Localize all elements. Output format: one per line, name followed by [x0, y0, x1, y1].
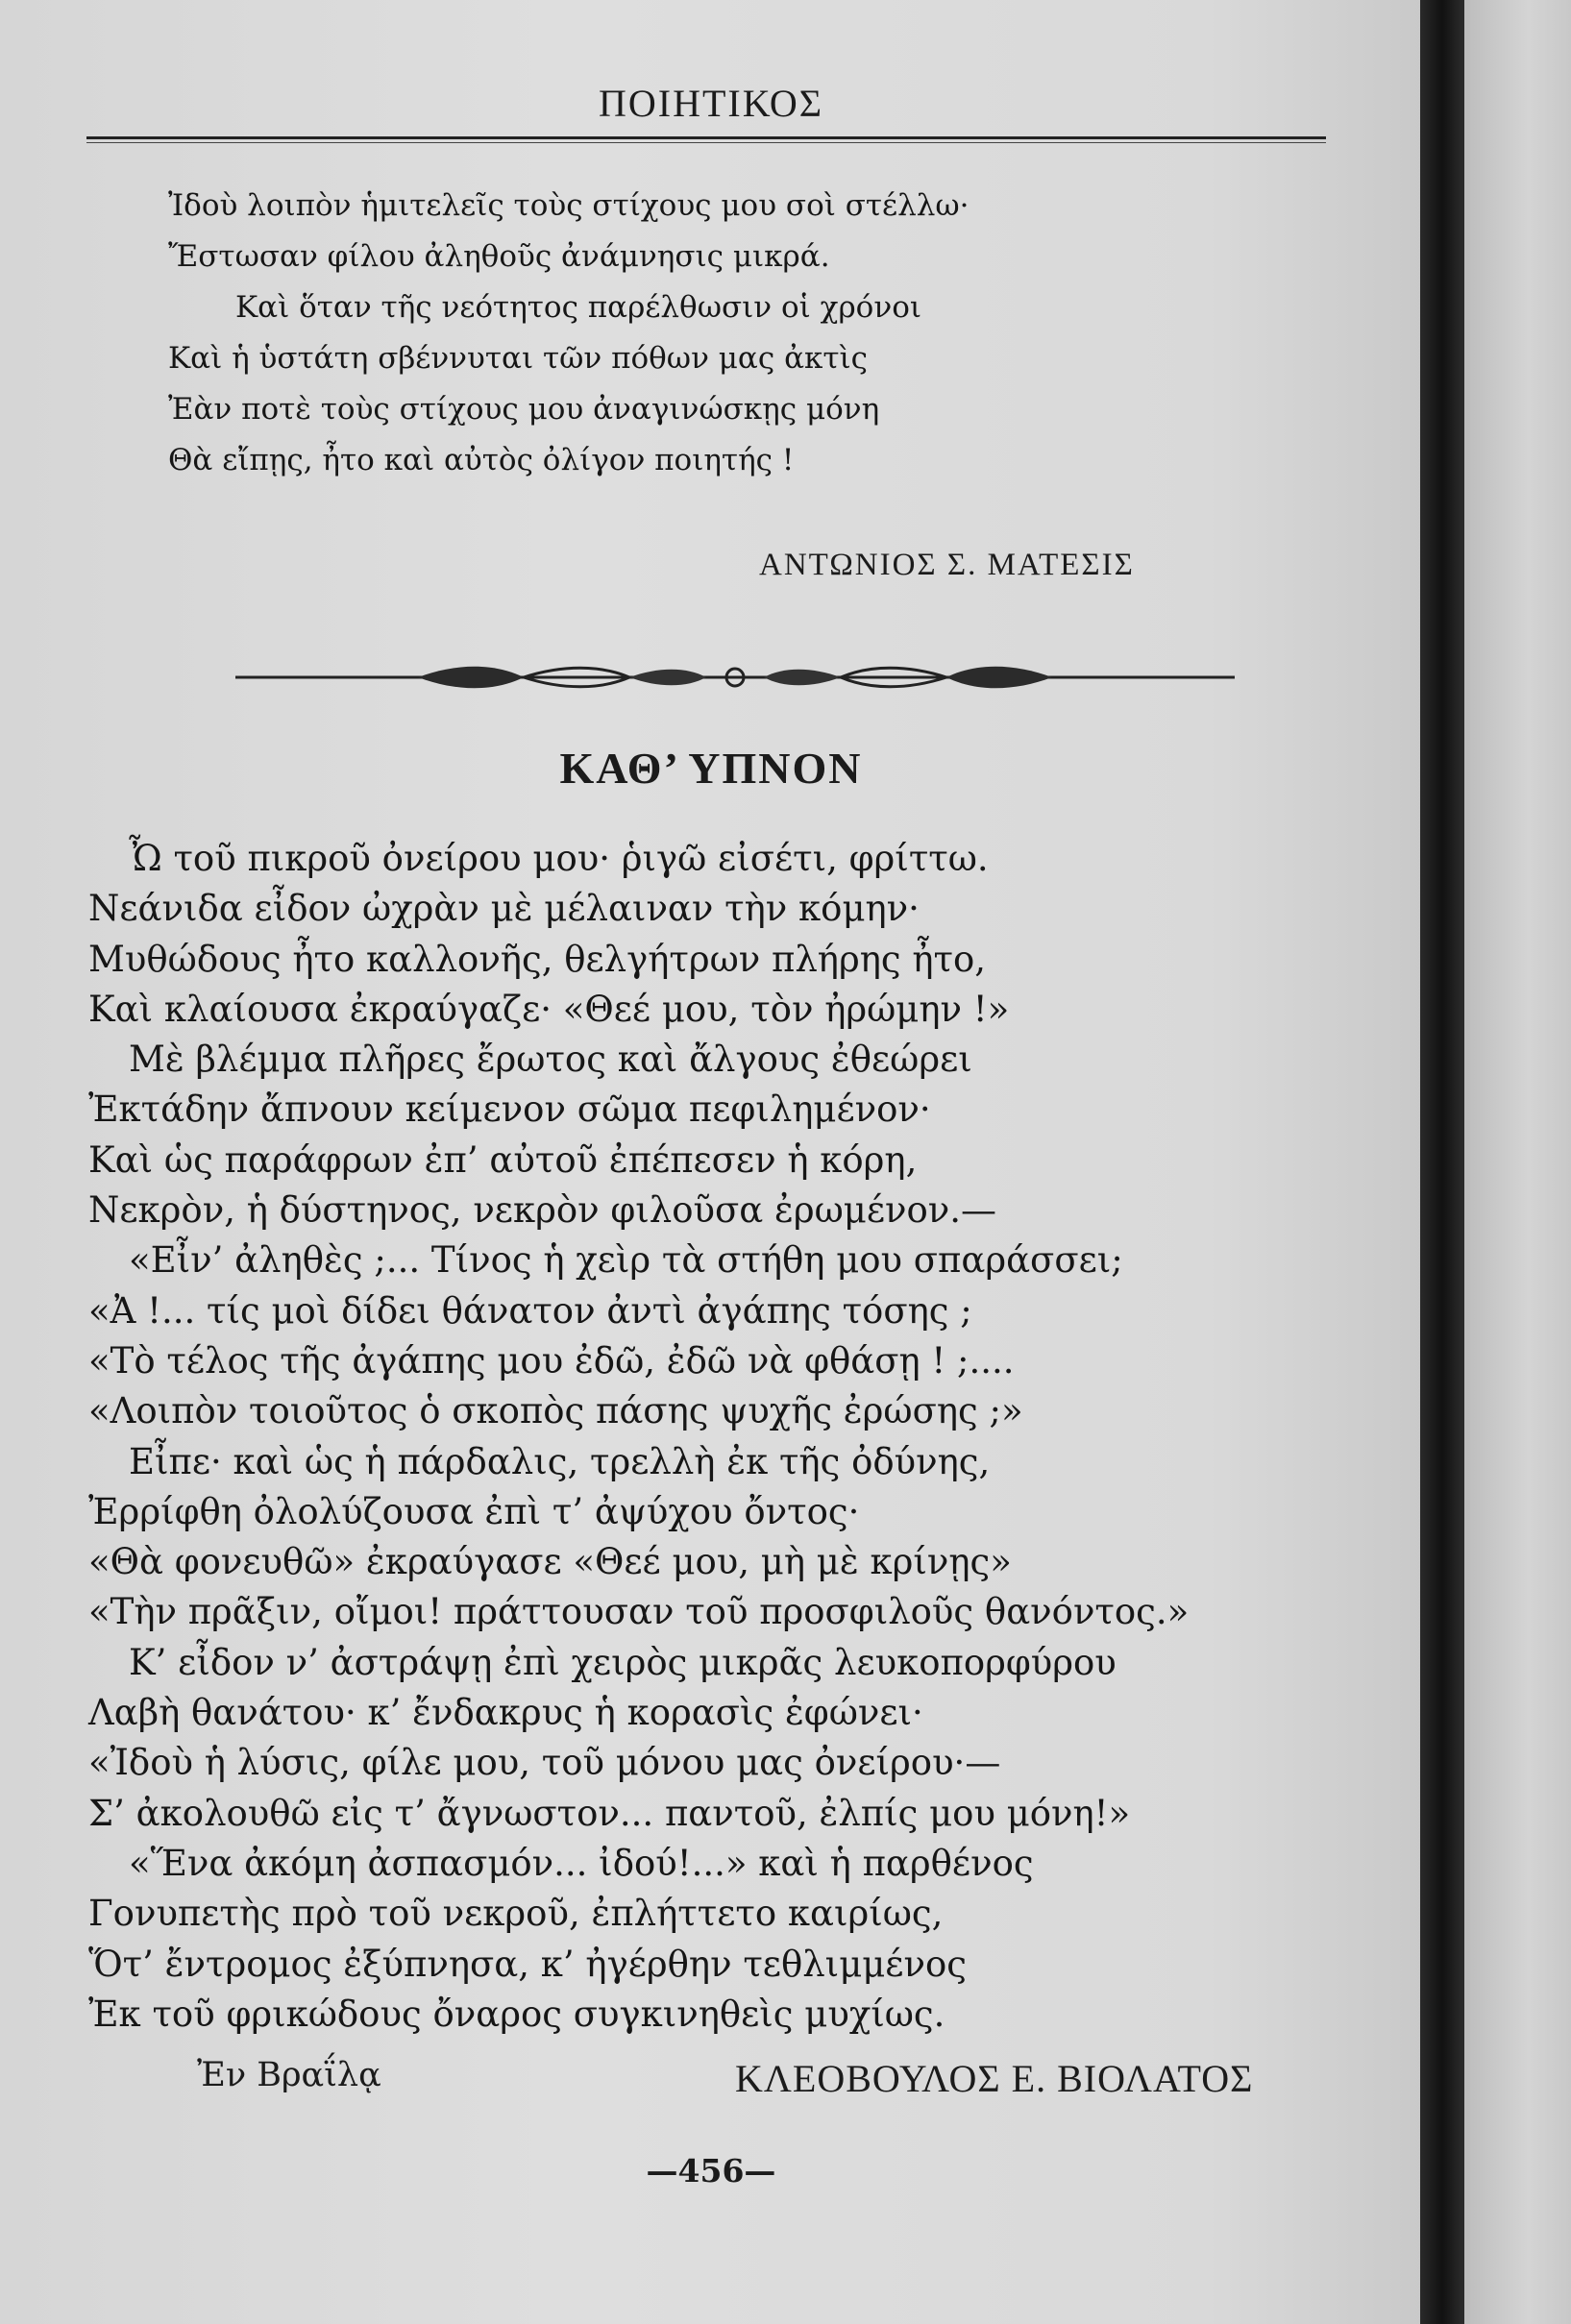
poem-2-line: «Τὴν πρᾶξιν, οἴμοι! πράττουσαν τοῦ προσφιλοῦς θανόντος.» — [88, 1591, 1190, 1633]
poem-1-line: Ἔστωσαν φίλου ἀληθοῦς ἀνάμνησις μικρά. — [168, 239, 830, 274]
poem-2-line: «Λοιπὸν τοιοῦτος ὁ σκοπὸς πάσης ψυχῆς ἐρώσης ;» — [88, 1390, 1023, 1432]
poem-2-line: Μυθώδους ἦτο καλλονῆς, θελγήτρων πλήρης ἦτο, — [88, 938, 987, 980]
poem-2-line: Νεκρὸν, ἡ δύστηνος, νεκρὸν φιλοῦσα ἐρωμένον.— — [88, 1189, 997, 1232]
adjacent-page-edge — [1464, 0, 1571, 2324]
book-spine — [1420, 0, 1464, 2324]
poem-2-line: «Ἀ !... τίς μοὶ δίδει θάνατον ἀντὶ ἀγάπης τόσης ; — [88, 1289, 972, 1332]
poem-2-line: Ὦ τοῦ πικροῦ ὀνείρου μου· ῥιγῶ εἰσέτι, φρίττω. — [129, 838, 989, 879]
poem-2-line: «Εἶν’ ἀληθὲς ;... Τίνος ἡ χεὶρ τὰ στήθη μου σπαράσσει; — [129, 1239, 1123, 1282]
poem-2-line: Ἐρρίφθη ὀλολύζουσα ἐπὶ τ’ ἀψύχου ὄντος· — [88, 1490, 860, 1532]
poem-2-line: Γονυπετὴς πρὸ τοῦ νεκροῦ, ἐπλήττετο καιρίως, — [88, 1893, 944, 1935]
page-number: —456— — [646, 2152, 776, 2189]
running-title: ΠΟΙΗΤΙΚΟΣ — [598, 82, 824, 125]
poem-2-line: Νεάνιδα εἶδον ὠχρὰν μὲ μέλαιναν τὴν κόμην· — [88, 888, 920, 930]
poem-2-line: Καὶ κλαίουσα ἐκραύγαζε· «Θεέ μου, τὸν ἠρώμην !» — [88, 988, 1010, 1030]
poem-2-line: «Θὰ φονευθῶ» ἐκραύγασε «Θεέ μου, μὴ μὲ κρίνῃς» — [88, 1541, 1012, 1583]
poem-2-line: «Ἰδοὺ ἡ λύσις, φίλε μου, τοῦ μόνου μας ὀνείρου·— — [88, 1742, 1001, 1784]
header-rule — [86, 136, 1326, 143]
poem-2-line: Ἐκτάδην ἄπνουν κείμενον σῶμα πεφιλημένον· — [88, 1089, 931, 1131]
poem-2-line: «Τὸ τέλος τῆς ἀγάπης μου ἐδῶ, ἐδῶ νὰ φθάσῃ ! ;.... — [88, 1339, 1015, 1382]
ornamental-divider — [235, 661, 1235, 694]
poem-1-line: Θὰ εἴπῃς, ἦτο καὶ αὐτὸς ὀλίγον ποιητής ! — [168, 443, 795, 477]
poem-2-line: Καὶ ὡς παράφρων ἐπ’ αὐτοῦ ἐπέπεσεν ἡ κόρη, — [88, 1138, 918, 1181]
poem-2-line: «Ἕνα ἀκόμη ἀσπασμόν... ἰδού!...» καὶ ἡ παρθένος — [129, 1842, 1034, 1884]
poem-2-line: Εἶπε· καὶ ὡς ἡ πάρδαλις, τρελλὴ ἐκ τῆς ὀδύνης, — [129, 1440, 991, 1482]
poem-2-line: Μὲ βλέμμα πλῆρες ἔρωτος καὶ ἄλγους ἐθεώρει — [129, 1039, 972, 1081]
poem-1-line: Ἐὰν ποτὲ τοὺς στίχους μου ἀναγινώσκῃς μόνη — [168, 392, 880, 427]
poem-2-line: Ἐκ τοῦ φρικώδους ὄναρος συγκινηθεὶς μυχίως. — [88, 1993, 945, 2035]
poem-1 — [168, 181, 970, 486]
poem-1-signature: ΑΝΤΩΝΙΟΣ Σ. ΜΑΤΕΣΙΣ — [759, 548, 1135, 582]
poem-2-line: Κ’ εἶδον ν’ ἀστράψῃ ἐπὶ χειρὸς μικρᾶς λευκοπορφύρου — [129, 1641, 1117, 1683]
poem-1-line: Καὶ ὅταν τῆς νεότητος παρέλθωσιν οἱ χρόνοι — [235, 290, 922, 325]
poem-2 — [88, 834, 1189, 2040]
poem-1-line: Καὶ ἡ ὑστάτη σβέννυται τῶν πόθων μας ἀκτὶς — [168, 341, 869, 376]
poem-1-line: Ἰδοὺ λοιπὸν ἡμιτελεῖς τοὺς στίχους μου σοὶ στέλλω· — [168, 188, 970, 223]
poem-2-line: Σ’ ἀκολουθῶ εἰς τ’ ἄγνωστον... παντοῦ, ἐλπίς μου μόνη!» — [88, 1792, 1131, 1834]
poem-2-line: Ὅτ’ ἔντρομος ἐξύπνησα, κ’ ἠγέρθην τεθλιμμένος — [88, 1943, 967, 1985]
poem-2-line: Λαβὴ θανάτου· κ’ ἔνδακρυς ἡ κορασὶς ἐφώνει· — [88, 1692, 923, 1734]
poem-2-title: ΚΑΘ’ ΥΠΝΟΝ — [559, 744, 863, 793]
poem-2-signature: ΚΛΕΟΒΟΥΛΟΣ Ε. ΒΙΟΛΑΤΟΣ — [735, 2057, 1254, 2100]
poem-2-place: Ἐν Βραΐλᾳ — [197, 2056, 381, 2094]
